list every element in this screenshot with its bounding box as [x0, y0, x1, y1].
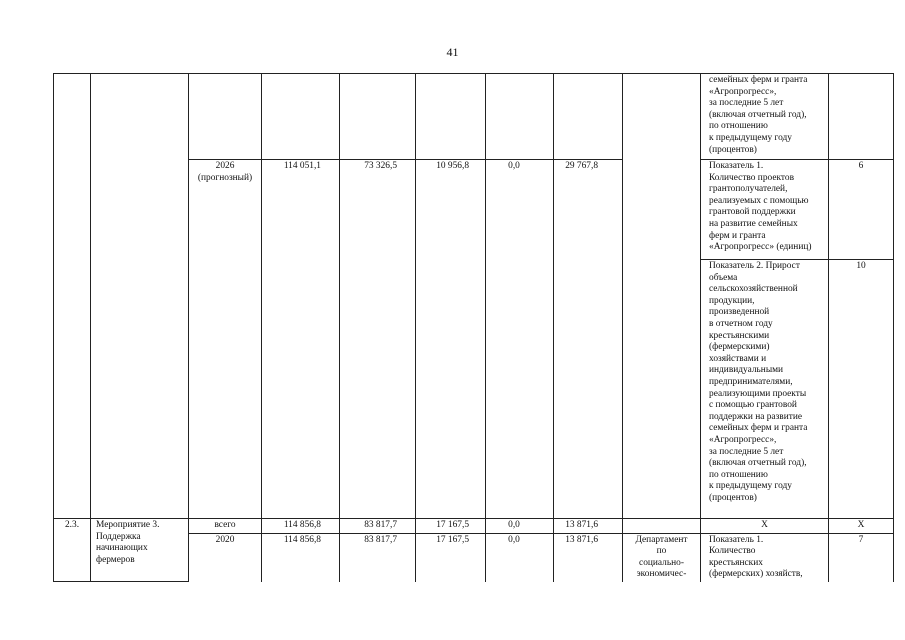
- year-cell: 2020: [189, 533, 262, 582]
- year-cell: 2026 (прогнозный): [189, 160, 262, 519]
- loc-cell: 0,0: [486, 519, 554, 534]
- name-cell: [91, 74, 189, 519]
- executor-cell: [623, 74, 701, 519]
- indicator-text: Показатель 2. Прирост объема сельскохозяйственной продукции, произведенной в отчетном году крестьянскими (фермерскими) хозяйствами и индивидуальными предпринимателями, реализующими проекты с помощью грантовой поддержки на развитие семейных ферм и гранта «Агропрогресс», за последние 5 лет (включая отчетный год), по отношению к предыдущему году (процентов): [701, 260, 829, 519]
- indicator-text: семейных ферм и гранта «Агропрогресс», за последние 5 лет (включая отчетный год), по отношению к предыдущему году (процентов): [701, 74, 829, 160]
- indicator-value: [829, 74, 894, 160]
- extra-cell: 29 767,8: [554, 160, 623, 519]
- reg-cell: 10 956,8: [416, 160, 486, 519]
- extra-cell: 13 871,6: [554, 519, 623, 534]
- executor-cell: [623, 519, 701, 534]
- name-cell: Мероприятие 3. Поддержка начинающих фермеров: [91, 519, 189, 582]
- num-cell: [54, 74, 91, 519]
- year-cell: всего: [189, 519, 262, 534]
- total-cell: 114 856,8: [262, 533, 340, 582]
- fed-cell: 83 817,7: [340, 533, 416, 582]
- reg-cell: 17 167,5: [416, 533, 486, 582]
- program-table: [53, 73, 894, 582]
- num-cell: 2.3.: [54, 519, 91, 582]
- reg-cell: 17 167,5: [416, 519, 486, 534]
- indicator-value: 7: [829, 533, 894, 582]
- loc-cell: 0,0: [486, 533, 554, 582]
- reg-cell: [416, 74, 486, 160]
- loc-cell: [486, 74, 554, 160]
- indicator-value: 6: [829, 160, 894, 260]
- total-cell: 114 051,1: [262, 160, 340, 519]
- indicator-value: Х: [829, 519, 894, 534]
- table-row: [54, 74, 894, 160]
- page-number: 41: [446, 45, 459, 59]
- extra-cell: [554, 74, 623, 160]
- fed-cell: 73 326,5: [340, 160, 416, 519]
- indicator-text: Х: [701, 519, 829, 534]
- year-cell: [189, 74, 262, 160]
- fed-cell: [340, 74, 416, 160]
- indicator-value: 10: [829, 260, 894, 519]
- total-cell: [262, 74, 340, 160]
- indicator-text: Показатель 1. Количество проектов грантополучателей, реализуемых с помощью грантовой поддержки на развитие семейных ферм и гранта «Агропрогресс» (единиц): [701, 160, 829, 260]
- extra-cell: 13 871,6: [554, 533, 623, 582]
- fed-cell: 83 817,7: [340, 519, 416, 534]
- loc-cell: 0,0: [486, 160, 554, 519]
- table-row: [54, 519, 894, 534]
- indicator-text: Показатель 1. Количество крестьянских (фермерских) хозяйств,: [701, 533, 829, 582]
- executor-cell: Департамент по социально- экономичес-: [623, 533, 701, 582]
- total-cell: 114 856,8: [262, 519, 340, 534]
